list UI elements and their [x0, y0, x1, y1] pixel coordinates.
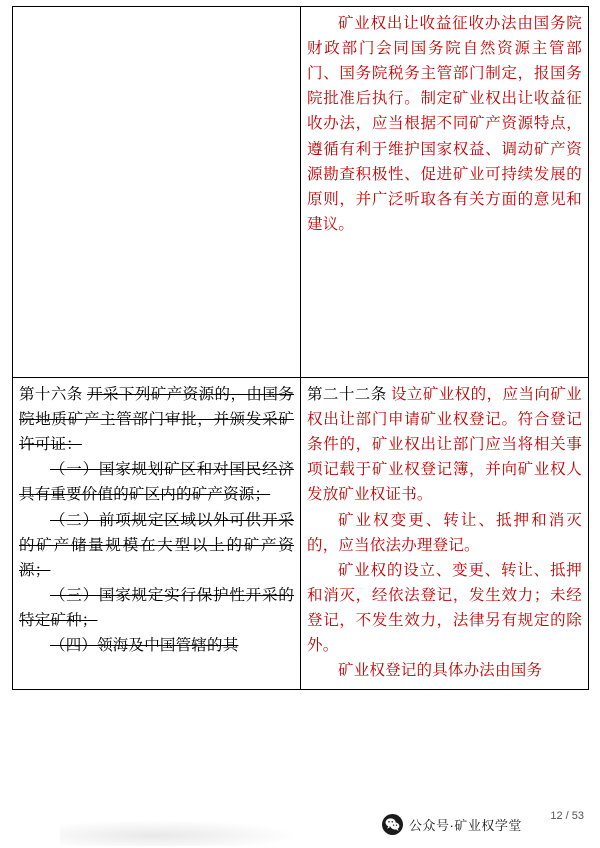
cell-content	[19, 382, 294, 658]
table-cell-right-new-text	[301, 7, 589, 378]
cell-content	[307, 382, 582, 683]
paragraph-text: 设立矿业权的，应当向矿业权出让部门申请矿业权登记。符合登记条件的，矿业权出让部门应当将相关事项记载于矿业权登记簿，并向矿业权人发放矿业权证书。	[307, 386, 582, 504]
page-footer	[0, 808, 600, 848]
paragraph: 矿业权登记的具体办法由国务	[338, 662, 543, 680]
wechat-icon	[382, 814, 403, 835]
paragraph: 矿业权变更、转让、抵押和消灭的，应当依法办理登记。	[307, 511, 582, 554]
table-row	[13, 378, 589, 690]
table-row	[13, 7, 589, 378]
article-number: 第二十二条	[307, 386, 387, 403]
wechat-account-label: 公众号·矿业权学堂	[409, 818, 522, 833]
table-cell-right-article-22	[301, 378, 589, 690]
table-cell-left-old-text	[13, 7, 301, 378]
paragraph: 矿业权的设立、变更、转让、抵押和消灭，经依法登记，发生效力；未经登记，不发生效力，法律另有规定的除外。	[307, 561, 582, 655]
page-number: 12 / 53	[550, 810, 584, 822]
cell-content	[307, 11, 582, 237]
paragraph: 矿业权出让收益征收办法由国务院财政部门会同国务院自然资源主管部门、国务院税务主管部门制定，报国务院批准后执行。制定矿业权出让收益征收办法，应当根据不同矿产资源特点，遵循有利于维护国家权益、调动矿产资源勘查积极性、促进矿业可持续发展的原则，并广泛听取各有关方面的意见和建议。	[307, 15, 582, 233]
table-cell-left-article-16	[13, 378, 301, 690]
article-number: 第十六条	[19, 386, 83, 403]
wechat-account-badge	[382, 814, 522, 835]
paragraph: （二）前项规定区域以外可供开采的矿产储量规模在大型以上的矿产资源；	[19, 511, 294, 579]
paragraph: （三）国家规定实行保护性开采的特定矿种；	[19, 586, 294, 629]
paragraph: （四）领海及中国管辖的其	[50, 637, 239, 655]
paragraph	[307, 382, 582, 508]
paragraph	[19, 382, 294, 457]
paragraph: （一）国家规划矿区和对国民经济具有重要价值的矿区内的矿产资源；	[19, 461, 294, 504]
struck-text: 开采下列矿产资源的，由国务院地质矿产主管部门审批，并颁发采矿许可证：	[19, 386, 294, 454]
comparison-table	[12, 6, 589, 690]
